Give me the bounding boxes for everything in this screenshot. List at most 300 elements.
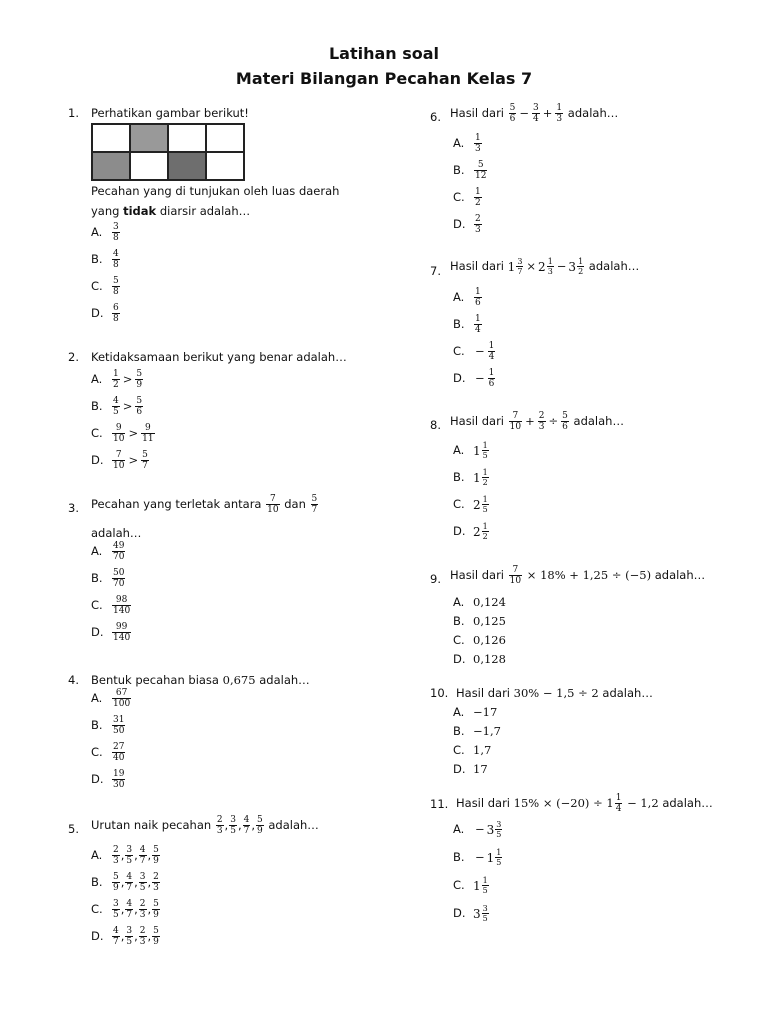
mixed-number: [473, 522, 490, 541]
fraction: [615, 793, 623, 814]
fraction: [482, 495, 489, 514]
numerator: 5: [509, 103, 516, 113]
denominator: 12: [475, 171, 487, 181]
numerator: 1: [488, 341, 495, 351]
fraction: [243, 815, 251, 836]
numerator: 7: [512, 411, 519, 421]
answer-option: [453, 762, 488, 776]
fraction: [112, 899, 120, 920]
text: Hasil dari: [450, 106, 508, 120]
separator: ,: [120, 848, 125, 862]
separator: ,: [120, 929, 125, 943]
whole-part: 2: [538, 259, 546, 274]
numerator: 4: [139, 845, 146, 855]
title-line-1: Latihan soal: [328, 44, 440, 63]
denominator: 3: [538, 422, 545, 432]
numerator: 5: [256, 815, 263, 825]
question-text: Perhatikan gambar berikut!: [91, 106, 249, 120]
denominator: 6: [509, 114, 516, 124]
fraction: [112, 249, 120, 270]
numerator: 7: [269, 494, 276, 504]
denominator: 3: [113, 856, 119, 866]
answer-option: [91, 622, 132, 643]
denominator: 5: [113, 910, 119, 920]
text: Hasil dari: [456, 796, 514, 810]
numerator: 5: [113, 276, 119, 286]
question-number: 9.: [430, 572, 441, 586]
fraction: [139, 845, 147, 866]
fraction: [112, 845, 120, 866]
denominator: 8: [113, 287, 119, 297]
denominator: 140: [113, 606, 131, 616]
fraction: [495, 820, 502, 839]
denominator: 3: [556, 114, 563, 124]
separator: ,: [147, 875, 152, 889]
option-letter: C.: [453, 497, 465, 511]
denominator: 10: [267, 505, 279, 515]
fraction: [112, 396, 120, 417]
question-1-text-2: Pecahan yang di tunjukan oleh luas daerah: [91, 184, 340, 198]
separator: ,: [134, 929, 138, 943]
denominator: 3: [139, 910, 146, 920]
text: adalah…: [585, 259, 640, 273]
denominator: 5: [126, 856, 133, 866]
option-letter: A.: [91, 225, 103, 239]
operator: −: [519, 106, 530, 120]
answer-option: [91, 715, 126, 736]
option-value: 17: [473, 762, 488, 776]
option-value: 0,125: [473, 614, 506, 628]
decimal-value: 0,675: [222, 673, 256, 687]
question-number: 2.: [68, 350, 79, 364]
numerator: 2: [113, 845, 119, 855]
numerator: 1: [482, 876, 488, 885]
text: Bentuk pecahan biasa: [91, 673, 223, 687]
option-letter: D.: [453, 371, 466, 385]
answer-option: [91, 769, 126, 790]
fraction: [482, 522, 489, 541]
question-text: [91, 494, 319, 515]
denominator: 9: [153, 856, 159, 866]
operator: −: [475, 344, 485, 358]
separator: ,: [134, 902, 138, 916]
option-letter: B.: [91, 875, 103, 889]
separator: ,: [224, 818, 229, 832]
option-letter: A.: [453, 443, 465, 457]
fraction: [474, 133, 482, 154]
answer-option: [453, 652, 506, 666]
numerator: 7: [115, 450, 122, 460]
operator: −: [475, 822, 485, 836]
answer-option: [453, 287, 483, 308]
fraction: [555, 103, 563, 124]
numerator: 5: [153, 845, 159, 855]
question-number: 10.: [430, 686, 449, 700]
numerator: 7: [512, 565, 519, 575]
text: Hasil dari: [450, 259, 508, 273]
fraction: [509, 565, 522, 586]
option-letter: B.: [91, 399, 103, 413]
numerator: 67: [115, 688, 128, 698]
option-value: 1,7: [473, 743, 492, 757]
numerator: 1: [482, 522, 488, 531]
numerator: 1: [475, 133, 481, 143]
numerator: 19: [113, 769, 125, 779]
fraction: [112, 872, 120, 893]
question-number: 11.: [430, 797, 449, 811]
option-letter: C.: [91, 598, 103, 612]
numerator: 9: [144, 423, 151, 433]
operator: +: [542, 106, 553, 120]
option-letter: B.: [453, 850, 465, 864]
text: adalah…: [564, 106, 619, 120]
numerator: 5: [113, 872, 119, 882]
denominator: 7: [142, 461, 148, 471]
question-number: 1.: [68, 106, 79, 120]
option-letter: A.: [91, 848, 103, 862]
expression: 15% × (−20) ÷ 1: [513, 796, 614, 810]
fraction: [112, 769, 125, 790]
expression: 30% − 1,5 ÷ 2: [513, 686, 603, 700]
mixed-number: [473, 904, 490, 923]
separator: ,: [237, 818, 242, 832]
denominator: 9: [256, 826, 263, 836]
fraction: [125, 926, 133, 947]
denominator: 70: [113, 579, 125, 589]
fraction: [112, 450, 125, 471]
numerator: 1: [556, 103, 563, 113]
denominator: 7: [517, 267, 523, 276]
answer-option: [91, 249, 121, 270]
operator: ÷: [548, 414, 559, 428]
denominator: 8: [113, 233, 119, 243]
numerator: 5: [562, 411, 568, 421]
expression: × 18% + 1,25 ÷ (−5): [523, 568, 655, 582]
option-letter: A.: [91, 544, 103, 558]
option-letter: D.: [453, 652, 466, 666]
option-letter: D.: [91, 306, 104, 320]
option-letter: D.: [453, 217, 466, 231]
question-text: [91, 815, 319, 836]
answer-option: [91, 568, 126, 589]
answer-option: [453, 820, 503, 839]
denominator: 5: [139, 883, 146, 893]
denominator: 40: [113, 753, 125, 763]
numerator: 1: [475, 314, 481, 324]
text: Hasil dari: [450, 414, 508, 428]
denominator: 6: [488, 379, 495, 389]
answer-option: [91, 423, 156, 444]
fraction: [152, 872, 160, 893]
numerator: 1: [113, 369, 119, 379]
fraction: [538, 411, 546, 432]
numerator: 5: [153, 899, 159, 909]
fraction: [482, 468, 489, 487]
denominator: 4: [488, 352, 495, 362]
whole-part: 3: [473, 906, 481, 921]
option-value: 0,126: [473, 633, 506, 647]
option-value: −17: [473, 705, 498, 719]
denominator: 3: [547, 267, 553, 276]
numerator: 1: [496, 848, 502, 857]
text: Hasil dari: [450, 568, 508, 582]
mixed-number: [473, 441, 490, 460]
fraction: [112, 595, 131, 616]
operator: >: [122, 372, 133, 386]
answer-option: [453, 214, 483, 235]
option-value: 0,124: [473, 595, 506, 609]
fraction: [112, 541, 125, 562]
option-letter: D.: [453, 524, 466, 538]
fraction: [495, 848, 502, 867]
option-letter: C.: [91, 902, 103, 916]
numerator: 99: [115, 622, 128, 632]
denominator: 8: [113, 314, 119, 324]
option-letter: A.: [453, 290, 465, 304]
mixed-number: [487, 848, 504, 867]
denominator: 3: [216, 826, 223, 836]
answer-option: [91, 303, 121, 324]
answer-option: [91, 276, 121, 297]
answer-option: [91, 595, 132, 616]
whole-part: 1: [486, 850, 495, 865]
numerator: 1: [615, 793, 622, 803]
whole-part: 1: [473, 443, 481, 458]
option-letter: B.: [91, 252, 103, 266]
numerator: 5: [136, 396, 143, 406]
whole-part: 2: [473, 524, 481, 539]
answer-option: [453, 904, 490, 923]
question-number: 4.: [68, 673, 79, 687]
denominator: 4: [615, 804, 622, 814]
answer-option: [453, 522, 490, 541]
fraction: [152, 899, 160, 920]
question-number: 3.: [68, 501, 79, 515]
denominator: 10: [509, 576, 522, 586]
operator: ×: [526, 259, 537, 273]
numerator: 6: [113, 303, 119, 313]
grid-cell: [130, 152, 168, 180]
text: adalah…: [569, 414, 624, 428]
answer-option: [91, 222, 121, 243]
answer-option: [91, 872, 161, 893]
denominator: 2: [482, 532, 488, 541]
denominator: 2: [482, 478, 488, 487]
numerator: 3: [139, 872, 146, 882]
title-line-2: Materi Bilangan Pecahan Kelas 7: [235, 69, 533, 88]
numerator: 5: [477, 160, 484, 170]
denominator: 70: [113, 552, 125, 562]
fraction: [112, 369, 120, 390]
text: Hasil dari: [456, 686, 514, 700]
mixed-number: [473, 876, 490, 895]
fraction: [125, 845, 133, 866]
denominator: 5: [482, 451, 488, 460]
whole-part: 1: [473, 470, 481, 485]
numerator: 3: [126, 845, 133, 855]
question-3-text-2: adalah…: [91, 526, 142, 540]
separator: ,: [120, 902, 125, 916]
answer-option: [453, 468, 490, 487]
denominator: 3: [475, 144, 481, 154]
option-letter: C.: [91, 279, 103, 293]
fraction: [547, 257, 554, 276]
answer-option: [453, 614, 506, 628]
operator: >: [128, 453, 139, 467]
mixed-number: [568, 257, 585, 276]
answer-option: [453, 368, 496, 389]
separator: ,: [251, 818, 255, 832]
fraction: [112, 568, 125, 589]
numerator: 1: [578, 257, 584, 266]
separator: ,: [120, 875, 125, 889]
numerator: 3: [113, 899, 119, 909]
separator: ,: [147, 929, 152, 943]
numerator: 2: [153, 872, 159, 882]
answer-option: [453, 743, 491, 757]
numerator: 1: [488, 368, 495, 378]
whole-part: 3: [486, 822, 495, 837]
whole-part: 1: [473, 878, 481, 893]
fraction: [112, 222, 120, 243]
answer-option: [453, 187, 483, 208]
numerator: 2: [216, 815, 223, 825]
option-letter: A.: [453, 595, 465, 609]
numerator: 5: [153, 926, 159, 936]
fraction: [482, 904, 489, 923]
option-letter: D.: [91, 929, 104, 943]
denominator: 5: [230, 826, 236, 836]
denominator: 9: [153, 937, 159, 947]
denominator: 30: [113, 780, 125, 790]
question-1-text-3: yang tidak diarsir adalah…: [91, 204, 251, 218]
answer-option: [91, 396, 144, 417]
grid-cell: [206, 124, 244, 152]
numerator: 4: [113, 249, 119, 259]
fraction: [482, 441, 489, 460]
denominator: 9: [153, 910, 159, 920]
option-letter: D.: [91, 625, 104, 639]
answer-option: [453, 705, 497, 719]
numerator: 2: [475, 214, 481, 224]
question-text: [450, 103, 618, 124]
option-letter: C.: [453, 743, 465, 757]
denominator: 11: [142, 434, 154, 444]
denominator: 100: [113, 699, 131, 709]
denominator: 9: [136, 380, 143, 390]
denominator: 5: [496, 858, 502, 867]
question-text: [91, 673, 310, 687]
question-text: [450, 565, 705, 586]
option-letter: C.: [453, 878, 465, 892]
numerator: 5: [142, 450, 148, 460]
answer-option: [453, 595, 506, 609]
operator: −: [475, 850, 485, 864]
fraction: [532, 103, 540, 124]
answer-option: [91, 369, 144, 390]
separator: ,: [134, 875, 138, 889]
denominator: 5: [482, 914, 488, 923]
denominator: 50: [113, 726, 125, 736]
fraction: [112, 276, 120, 297]
fraction: [216, 815, 224, 836]
denominator: 6: [562, 422, 568, 432]
option-letter: A.: [453, 136, 465, 150]
denominator: 8: [113, 260, 119, 270]
numerator: 2: [538, 411, 545, 421]
denominator: 7: [126, 910, 133, 920]
denominator: 7: [243, 826, 250, 836]
fraction: [135, 369, 143, 390]
denominator: 4: [475, 325, 481, 335]
grid-cell: [168, 124, 206, 152]
fraction: [577, 257, 584, 276]
question-number: 8.: [430, 418, 441, 432]
fraction: [135, 396, 143, 417]
numerator: 1: [475, 187, 481, 197]
fraction: [561, 411, 569, 432]
grid-cell: [206, 152, 244, 180]
denominator: 7: [113, 937, 119, 947]
option-letter: B.: [91, 718, 103, 732]
fraction: [509, 103, 517, 124]
option-letter: C.: [453, 190, 465, 204]
answer-option: [453, 495, 490, 514]
denominator: 5: [113, 407, 119, 417]
fraction: [125, 872, 133, 893]
question-3: [68, 494, 368, 524]
fraction: [112, 622, 131, 643]
answer-option: [453, 848, 503, 867]
denominator: 5: [482, 505, 488, 514]
fraction: [474, 214, 482, 235]
denominator: 3: [475, 225, 481, 235]
question-number: 5.: [68, 822, 79, 836]
mixed-number: [487, 820, 504, 839]
denominator: 9: [113, 883, 119, 893]
whole-part: 3: [568, 259, 577, 274]
whole-part: 2: [473, 497, 481, 512]
operator: +: [525, 414, 535, 428]
fraction: [229, 815, 237, 836]
option-letter: C.: [453, 344, 465, 358]
numerator: 3: [533, 103, 539, 113]
option-letter: C.: [91, 426, 103, 440]
question-text: [450, 257, 639, 276]
numerator: 3: [230, 815, 236, 825]
answer-option: [91, 742, 126, 763]
text: adalah…: [255, 673, 310, 687]
option-letter: C.: [91, 745, 103, 759]
numerator: 4: [126, 899, 133, 909]
fraction: [488, 341, 496, 362]
fraction: [488, 368, 496, 389]
option-letter: A.: [91, 691, 103, 705]
answer-option: [453, 633, 506, 647]
numerator: 1: [475, 287, 481, 297]
fraction: [112, 303, 120, 324]
denominator: 5: [482, 886, 488, 895]
numerator: 50: [113, 568, 125, 578]
option-letter: C.: [453, 633, 465, 647]
option-letter: B.: [453, 724, 465, 738]
numerator: 2: [139, 926, 146, 936]
question-text: [456, 793, 713, 814]
option-letter: B.: [91, 571, 103, 585]
fraction: [125, 899, 133, 920]
denominator: 5: [496, 830, 502, 839]
denominator: 10: [509, 422, 522, 432]
